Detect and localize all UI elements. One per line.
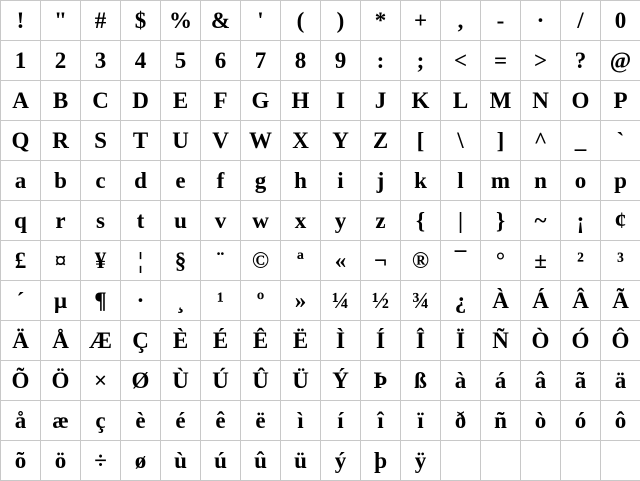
glyph-cell[interactable]: © <box>241 241 281 281</box>
glyph-cell[interactable]: Y <box>321 121 361 161</box>
glyph-cell[interactable]: L <box>441 81 481 121</box>
glyph-cell[interactable]: U <box>161 121 201 161</box>
glyph-cell[interactable]: 4 <box>121 41 161 81</box>
glyph-cell[interactable]: 1 <box>1 41 41 81</box>
glyph-cell[interactable]: þ <box>361 441 401 481</box>
glyph-cell[interactable]: ] <box>481 121 521 161</box>
glyph-cell[interactable]: Ü <box>281 361 321 401</box>
glyph-cell[interactable]: Ï <box>441 321 481 361</box>
glyph-cell[interactable]: I <box>321 81 361 121</box>
glyph-cell[interactable]: ã <box>561 361 601 401</box>
glyph-cell[interactable]: d <box>121 161 161 201</box>
glyph-cell[interactable]: ¿ <box>441 281 481 321</box>
glyph-cell[interactable]: W <box>241 121 281 161</box>
glyph-cell[interactable]: £ <box>1 241 41 281</box>
glyph-cell[interactable]: ó <box>561 401 601 441</box>
glyph-cell[interactable]: k <box>401 161 441 201</box>
glyph-cell[interactable]: z <box>361 201 401 241</box>
glyph-cell[interactable]: K <box>401 81 441 121</box>
glyph-cell[interactable]: Q <box>1 121 41 161</box>
glyph-cell[interactable]: O <box>561 81 601 121</box>
glyph-cell[interactable]: x <box>281 201 321 241</box>
glyph-cell[interactable]: D <box>121 81 161 121</box>
glyph-cell[interactable]: ü <box>281 441 321 481</box>
glyph-cell[interactable]: ! <box>1 1 41 41</box>
glyph-cell-empty <box>561 441 601 481</box>
glyph-cell[interactable]: · <box>521 1 561 41</box>
glyph-cell[interactable]: Ê <box>241 321 281 361</box>
glyph-cell[interactable]: Ò <box>521 321 561 361</box>
glyph-cell[interactable]: g <box>241 161 281 201</box>
glyph-cell[interactable]: y <box>321 201 361 241</box>
glyph-cell[interactable]: n <box>521 161 561 201</box>
glyph-cell[interactable]: 7 <box>241 41 281 81</box>
glyph-cell[interactable]: Þ <box>361 361 401 401</box>
glyph-cell[interactable]: / <box>561 1 601 41</box>
glyph-cell[interactable]: l <box>441 161 481 201</box>
glyph-cell[interactable]: H <box>281 81 321 121</box>
glyph-cell[interactable]: J <box>361 81 401 121</box>
glyph-cell[interactable]: _ <box>561 121 601 161</box>
glyph-cell[interactable]: { <box>401 201 441 241</box>
glyph-cell[interactable]: µ <box>41 281 81 321</box>
glyph-cell[interactable]: ö <box>41 441 81 481</box>
glyph-cell[interactable]: T <box>121 121 161 161</box>
glyph-cell[interactable]: ² <box>561 241 601 281</box>
glyph-cell[interactable]: q <box>1 201 41 241</box>
glyph-cell[interactable]: ¹ <box>201 281 241 321</box>
glyph-cell[interactable]: « <box>321 241 361 281</box>
glyph-cell[interactable]: ¾ <box>401 281 441 321</box>
glyph-cell[interactable]: Ç <box>121 321 161 361</box>
glyph-cell[interactable]: ¯ <box>441 241 481 281</box>
glyph-cell[interactable]: " <box>41 1 81 41</box>
glyph-cell[interactable]: R <box>41 121 81 161</box>
glyph-cell[interactable]: ° <box>481 241 521 281</box>
glyph-cell[interactable]: ¥ <box>81 241 121 281</box>
glyph-cell[interactable]: ú <box>201 441 241 481</box>
glyph-cell[interactable]: ± <box>521 241 561 281</box>
glyph-cell[interactable]: ø <box>121 441 161 481</box>
glyph-cell[interactable]: ¬ <box>361 241 401 281</box>
glyph-cell[interactable]: § <box>161 241 201 281</box>
glyph-cell[interactable]: j <box>361 161 401 201</box>
glyph-cell[interactable]: 2 <box>41 41 81 81</box>
glyph-cell[interactable]: ¤ <box>41 241 81 281</box>
glyph-cell[interactable]: ð <box>441 401 481 441</box>
glyph-cell[interactable]: , <box>441 1 481 41</box>
glyph-cell-empty <box>481 441 521 481</box>
glyph-cell[interactable]: ~ <box>521 201 561 241</box>
glyph-cell[interactable]: º <box>241 281 281 321</box>
glyph-cell[interactable]: V <box>201 121 241 161</box>
glyph-cell[interactable]: ¸ <box>161 281 201 321</box>
glyph-cell-empty <box>601 441 640 481</box>
glyph-cell[interactable]: Æ <box>81 321 121 361</box>
glyph-cell[interactable]: ½ <box>361 281 401 321</box>
glyph-cell[interactable]: ¼ <box>321 281 361 321</box>
glyph-cell[interactable]: S <box>81 121 121 161</box>
glyph-cell[interactable]: B <box>41 81 81 121</box>
glyph-cell[interactable]: 3 <box>81 41 121 81</box>
glyph-cell[interactable]: w <box>241 201 281 241</box>
glyph-cell[interactable]: f <box>201 161 241 201</box>
glyph-cell[interactable]: å <box>1 401 41 441</box>
glyph-cell[interactable]: ´ <box>1 281 41 321</box>
glyph-cell[interactable]: ^ <box>521 121 561 161</box>
glyph-cell[interactable]: ? <box>561 41 601 81</box>
glyph-cell[interactable]: ç <box>81 401 121 441</box>
glyph-cell[interactable]: Ó <box>561 321 601 361</box>
glyph-cell[interactable]: à <box>441 361 481 401</box>
glyph-cell[interactable]: Î <box>401 321 441 361</box>
glyph-cell[interactable]: ý <box>321 441 361 481</box>
glyph-cell[interactable]: Ã <box>601 281 640 321</box>
glyph-cell[interactable]: P <box>601 81 640 121</box>
glyph-cell[interactable]: b <box>41 161 81 201</box>
glyph-cell[interactable]: + <box>401 1 441 41</box>
glyph-cell[interactable]: < <box>441 41 481 81</box>
glyph-cell[interactable]: - <box>481 1 521 41</box>
glyph-cell[interactable]: ª <box>281 241 321 281</box>
glyph-cell[interactable]: á <box>481 361 521 401</box>
glyph-cell[interactable]: ñ <box>481 401 521 441</box>
glyph-cell[interactable]: 6 <box>201 41 241 81</box>
glyph-cell[interactable]: õ <box>1 441 41 481</box>
glyph-cell[interactable]: G <box>241 81 281 121</box>
glyph-cell[interactable]: A <box>1 81 41 121</box>
glyph-cell[interactable]: = <box>481 41 521 81</box>
glyph-cell[interactable]: × <box>81 361 121 401</box>
glyph-cell[interactable]: # <box>81 1 121 41</box>
glyph-cell[interactable]: ; <box>401 41 441 81</box>
glyph-cell[interactable]: â <box>521 361 561 401</box>
glyph-cell[interactable]: > <box>521 41 561 81</box>
glyph-cell[interactable]: ò <box>521 401 561 441</box>
glyph-cell[interactable]: Ë <box>281 321 321 361</box>
glyph-cell[interactable]: F <box>201 81 241 121</box>
glyph-cell[interactable]: M <box>481 81 521 121</box>
glyph-cell[interactable]: ` <box>601 121 640 161</box>
glyph-cell[interactable]: t <box>121 201 161 241</box>
glyph-cell[interactable]: Í <box>361 321 401 361</box>
glyph-cell[interactable]: E <box>161 81 201 121</box>
glyph-cell[interactable]: [ <box>401 121 441 161</box>
glyph-cell[interactable]: p <box>601 161 640 201</box>
glyph-cell[interactable]: : <box>361 41 401 81</box>
glyph-cell-empty <box>521 441 561 481</box>
glyph-cell[interactable]: 8 <box>281 41 321 81</box>
glyph-cell[interactable]: ô <box>601 401 640 441</box>
glyph-cell[interactable]: û <box>241 441 281 481</box>
glyph-cell[interactable]: $ <box>121 1 161 41</box>
glyph-cell[interactable]: & <box>201 1 241 41</box>
glyph-cell[interactable]: æ <box>41 401 81 441</box>
glyph-cell[interactable]: * <box>361 1 401 41</box>
glyph-cell[interactable]: u <box>161 201 201 241</box>
glyph-cell[interactable]: 9 <box>321 41 361 81</box>
glyph-cell[interactable]: Ù <box>161 361 201 401</box>
glyph-cell[interactable]: ù <box>161 441 201 481</box>
glyph-cell[interactable]: ë <box>241 401 281 441</box>
glyph-cell[interactable]: Á <box>521 281 561 321</box>
glyph-cell[interactable]: % <box>161 1 201 41</box>
glyph-cell[interactable]: Ñ <box>481 321 521 361</box>
glyph-cell[interactable]: i <box>321 161 361 201</box>
glyph-cell[interactable]: Z <box>361 121 401 161</box>
glyph-cell[interactable]: Ô <box>601 321 640 361</box>
glyph-cell[interactable]: 0 <box>601 1 640 41</box>
glyph-cell[interactable]: ê <box>201 401 241 441</box>
glyph-cell[interactable]: m <box>481 161 521 201</box>
glyph-cell[interactable]: · <box>121 281 161 321</box>
glyph-cell[interactable]: v <box>201 201 241 241</box>
glyph-cell[interactable]: Â <box>561 281 601 321</box>
glyph-cell[interactable]: Ý <box>321 361 361 401</box>
glyph-cell[interactable]: | <box>441 201 481 241</box>
glyph-cell[interactable]: è <box>121 401 161 441</box>
glyph-cell[interactable]: î <box>361 401 401 441</box>
glyph-cell-empty <box>441 441 481 481</box>
glyph-cell[interactable]: ) <box>321 1 361 41</box>
glyph-cell[interactable]: í <box>321 401 361 441</box>
glyph-cell[interactable]: ¨ <box>201 241 241 281</box>
glyph-cell[interactable]: s <box>81 201 121 241</box>
glyph-cell[interactable]: c <box>81 161 121 201</box>
glyph-cell[interactable]: Ö <box>41 361 81 401</box>
glyph-cell[interactable]: Ø <box>121 361 161 401</box>
glyph-cell[interactable]: » <box>281 281 321 321</box>
glyph-cell[interactable]: C <box>81 81 121 121</box>
glyph-cell[interactable]: Ä <box>1 321 41 361</box>
glyph-cell[interactable]: 5 <box>161 41 201 81</box>
glyph-cell[interactable]: ï <box>401 401 441 441</box>
glyph-cell[interactable]: ' <box>241 1 281 41</box>
glyph-cell[interactable]: À <box>481 281 521 321</box>
glyph-cell[interactable]: ® <box>401 241 441 281</box>
glyph-cell[interactable]: ¶ <box>81 281 121 321</box>
glyph-cell[interactable]: ³ <box>601 241 640 281</box>
glyph-cell[interactable]: Û <box>241 361 281 401</box>
glyph-cell[interactable]: Ì <box>321 321 361 361</box>
glyph-cell[interactable]: ä <box>601 361 640 401</box>
glyph-cell[interactable]: \ <box>441 121 481 161</box>
glyph-cell[interactable]: é <box>161 401 201 441</box>
glyph-cell[interactable]: ¢ <box>601 201 640 241</box>
glyph-cell[interactable]: h <box>281 161 321 201</box>
glyph-cell[interactable]: ì <box>281 401 321 441</box>
glyph-cell[interactable]: X <box>281 121 321 161</box>
glyph-cell[interactable]: @ <box>601 41 640 81</box>
glyph-cell[interactable]: Ú <box>201 361 241 401</box>
glyph-cell[interactable]: ¦ <box>121 241 161 281</box>
glyph-cell[interactable]: N <box>521 81 561 121</box>
glyph-cell[interactable]: } <box>481 201 521 241</box>
glyph-cell[interactable]: ÿ <box>401 441 441 481</box>
glyph-cell[interactable]: o <box>561 161 601 201</box>
glyph-cell[interactable]: ß <box>401 361 441 401</box>
glyph-cell[interactable]: r <box>41 201 81 241</box>
glyph-cell[interactable]: ( <box>281 1 321 41</box>
glyph-cell[interactable]: Õ <box>1 361 41 401</box>
glyph-cell[interactable]: ÷ <box>81 441 121 481</box>
glyph-cell[interactable]: Å <box>41 321 81 361</box>
glyph-cell[interactable]: a <box>1 161 41 201</box>
glyph-cell[interactable]: É <box>201 321 241 361</box>
glyph-cell[interactable]: e <box>161 161 201 201</box>
glyph-cell[interactable]: ¡ <box>561 201 601 241</box>
glyph-cell[interactable]: È <box>161 321 201 361</box>
